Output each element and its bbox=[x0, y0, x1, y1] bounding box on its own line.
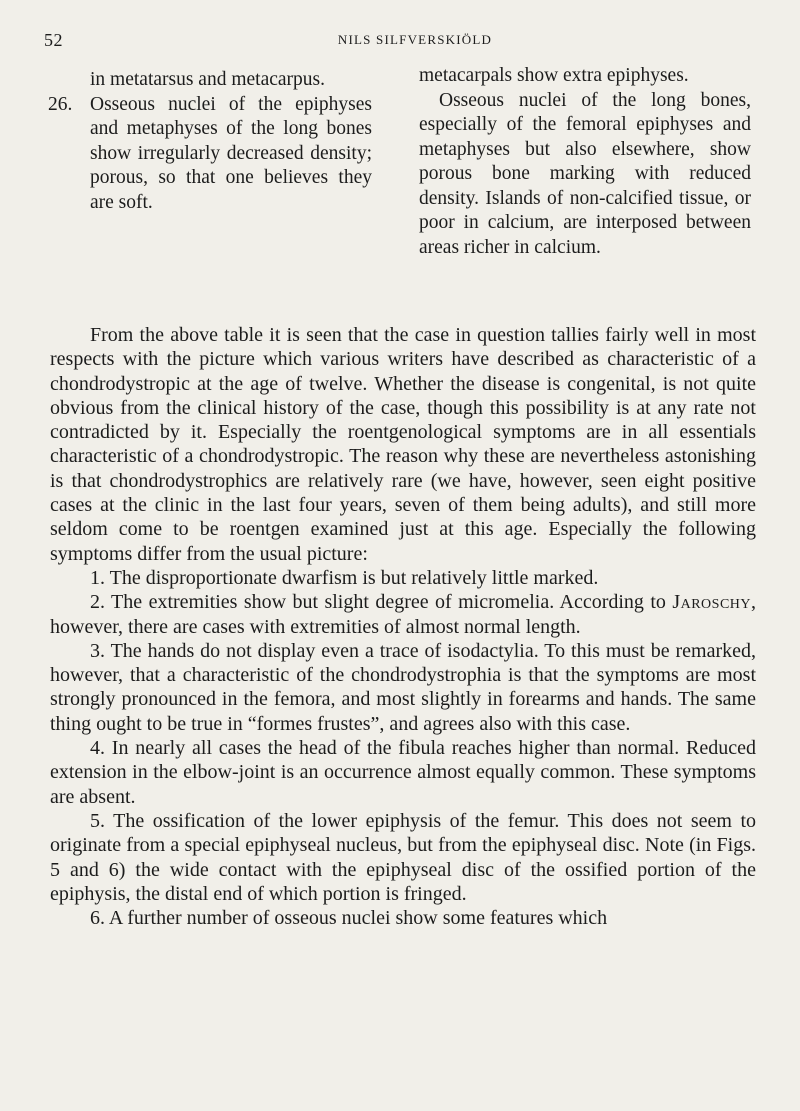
right-paragraph: Osseous nuclei of the long bones, especially of the femoral epiphyses and metaphyses but also elsewhere, show porous bone marking with reduced density. Islands of non-calcified tissue, or poor in calcium, are interposed between areas richer in calcium. bbox=[419, 89, 751, 258]
point-2-text-a: 2. The extremities show but slight degree of micromelia. According to bbox=[90, 591, 673, 614]
point-1: 1. The disproportionate dwarfism is but relatively little marked. bbox=[90, 566, 599, 589]
running-head: NILS SILFVERSKIÖLD bbox=[337, 32, 493, 47]
item-text: Osseous nuclei of the epiphyses and metaphyses of the long bones show irregularly decreased density; porous, so that one believes they are soft. bbox=[90, 93, 372, 213]
body-text bbox=[50, 323, 756, 930]
point-2-text-b: , however, there are cases with extremities of almost normal length. bbox=[50, 591, 756, 638]
point-4: 4. In nearly all cases the head of the fibula reaches higher than normal. Reduced extension in the elbow-joint is an occurrence almost equally common. These symptoms are absent. bbox=[50, 737, 756, 808]
author-name: Jaroschy bbox=[672, 591, 751, 614]
intro-paragraph: From the above table it is seen that the case in question tallies fairly well in most respects with the picture which various writers have described as characteristic of a chondrodystropic at the age of twelve. Whether the disease is congenital, is not quite obvious from the clinical history of the case, though this possibility is at any rate not contradicted by it. Especially the roentgenological symptoms are in all essentials characteristic of a chondrodystropic. The reason why these are nevertheless astonishing is that chondrodystrophics are relatively rare (we have, however, seen eight positive cases at the clinic in the last four years, seven of them being adults), and still more seldom come to be roentgen examined just at this age. Especially the following symptoms differ from the usual picture: bbox=[50, 324, 756, 565]
table-item-26 bbox=[48, 93, 372, 216]
point-6: 6. A further number of osseous nuclei show some features which bbox=[90, 907, 608, 930]
left-column bbox=[48, 68, 372, 215]
page-number: 52 bbox=[44, 30, 63, 50]
point-2 bbox=[50, 590, 756, 639]
point-5: 5. The ossification of the lower epiphysis of the femur. This does not seem to originate from a special epiphyseal nucleus, but from the epiphyseal disc. Note (in Figs. 5 and 6) the wide contact with the epiphyseal disc of the ossified portion of the epiphysis, the distal end of which portion is fringed. bbox=[50, 809, 756, 905]
point-3: 3. The hands do not display even a trace of isodactylia. To this must be remarked, however, that a characteristic of the chondrodystrophia is that the symptoms are most strongly pronounced in the femora, and most slightly in forearms and hands. The same thing ought to be true in “formes frustes”, and agrees also with this case. bbox=[50, 639, 756, 735]
right-column bbox=[419, 64, 751, 260]
left-continuation: in metatarsus and metacarpus. bbox=[90, 69, 325, 90]
right-continuation: metacarpals show extra epiphyses. bbox=[419, 65, 689, 86]
item-number: 26. bbox=[48, 93, 73, 115]
